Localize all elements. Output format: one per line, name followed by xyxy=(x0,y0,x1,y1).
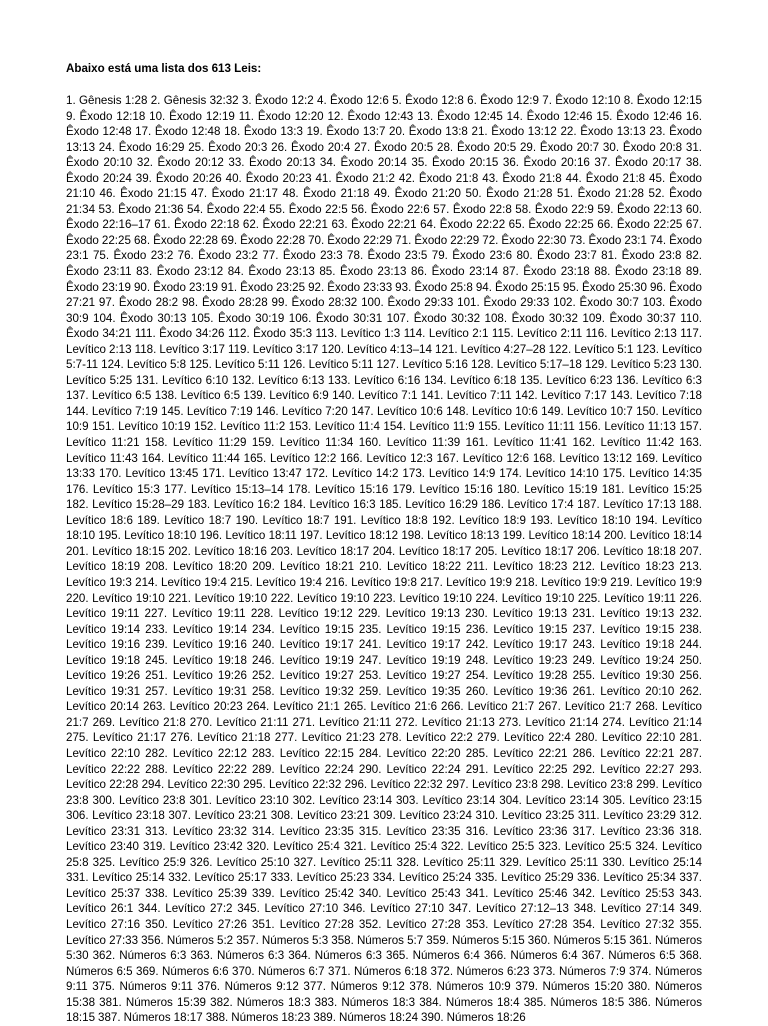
document-heading: Abaixo está uma lista dos 613 Leis: xyxy=(66,62,262,75)
laws-list-paragraph: 1. Gênesis 1:28 2. Gênesis 32:32 3. Êxodo 12:2 4. Êxodo 12:6 5. Êxodo 12:8 6. Êxodo 12:9 7. Êxodo 12:10 8. Êxodo 12:15 9. Êxodo 12:18 10. Êxodo 12:19 11. Êxodo 12:20 12. Êxodo 12:43 13. Êxodo 12:45 14. Êxodo 12:46 15. Êxodo 12:46 16. Êxodo 12:48 17. Êxodo 12:48 18. Êxodo 13:3 19. Êxodo 13:7 20. Êxodo 13:8 21. Êxodo 13:12 22. Êxodo 13:13 23. Êxodo 13:13 24. Êxodo 16:29 25. Êxodo 20:3 26. Êxodo 20:4 27. Êxodo 20:5 28. Êxodo 20:5 29. Êxodo 20:7 30. Êxodo 20:8 31. Êxodo 20:10 32. Êxodo 20:12 33. Êxodo 20:13 34. Êxodo 20:14 35. Êxodo 20:15 36. Êxodo 20:16 37. Êxodo 20:17 38. Êxodo 20:24 39. Êxodo 20:26 40. Êxodo 20:23 41. Êxodo 21:2 42. Êxodo 21:8 43. Êxodo 21:8 44. Êxodo 21:8 45. Êxodo 21:10 46. Êxodo 21:15 47. Êxodo 21:17 48. Êxodo 21:18 49. Êxodo 21:20 50. Êxodo 21:28 51. Êxodo 21:28 52. Êxodo 21:34 53. Êxodo 21:36 54. Êxodo 22:4 55. Êxodo 22:5 56. Êxodo 22:6 57. Êxodo 22:8 58. Êxodo 22:9 59. Êxodo 22:13 60. Êxodo 22:16–17 61. Êxodo 22:18 62. Êxodo 22:21 63. Êxodo 22:21 64. Êxodo 22:22 65. Êxodo 22:25 66. Êxodo 22:25 67. Êxodo 22:25 68. Êxodo 22:28 69. Êxodo 22:28 70. Êxodo 22:29 71. Êxodo 22:29 72. Êxodo 22:30 73. Êxodo 23:1 74. Êxodo 23:1 75. Êxodo 23:2 76. Êxodo 23:2 77. Êxodo 23:3 78. Êxodo 23:5 79. Êxodo 23:6 80. Êxodo 23:7 81. Êxodo 23:8 82. Êxodo 23:11 83. Êxodo 23:12 84. Êxodo 23:13 85. Êxodo 23:13 86. Êxodo 23:14 87. Êxodo 23:18 88. Êxodo 23:18 89. Êxodo 23:19 90. Êxodo 23:19 91. Êxodo 23:25 92. Êxodo 23:33 93. Êxodo 25:8 94. Êxodo 25:15 95. Êxodo 25:30 96. Êxodo 27:21 97. Êxodo 28:2 98. Êxodo 28:28 99. Êxodo 28:32 100. Êxodo 29:33 101. Êxodo 29:33 102. Êxodo 30:7 103. Êxodo 30:9 104. Êxodo 30:13 105. Êxodo 30:19 106. Êxodo 30:31 107. Êxodo 30:32 108. Êxodo 30:32 109. Êxodo 30:37 110. Êxodo 34:21 111. Êxodo 34:26 112. Êxodo 35:3 113. Levítico 1:3 114. Levítico 2:1 115. Levítico 2:11 116. Levítico 2:13 117. Levítico 2:13 118. Levítico 3:17 119. Levítico 3:17 120. Levítico 4:13–14 121. Levítico 4:27–28 122. Levítico 5:1 123. Levítico 5:7-11 124. Levítico 5:8 125. Levítico 5:11 126. Levítico 5:11 127. Levítico 5:16 128. Levítico 5:17–18 129. Levítico 5:23 130. Levítico 5:25 131. Levítico 6:10 132. Levítico 6:13 133. Levítico 6:16 134. Levítico 6:18 135. Levítico 6:23 136. Levítico 6:3 137. Levítico 6:5 138. Levítico 6:5 139. Levítico 6:9 140. Levítico 7:1 141. Levítico 7:11 142. Levítico 7:17 143. Levítico 7:18 144. Levítico 7:19 145. Levítico 7:19 146. Levítico 7:20 147. Levítico 10:6 148. Levítico 10:6 149. Levítico 10:7 150. Levítico 10:9 151. Levítico 10:19 152. Levítico 11:2 153. Levítico 11:4 154. Levítico 11:9 155. Levítico 11:11 156. Levítico 11:13 157. Levítico 11:21 158. Levítico 11:29 159. Levítico 11:34 160. Levítico 11:39 161. Levítico 11:41 162. Levítico 11:42 163. Levítico 11:43 164. Levítico 11:44 165. Levítico 12:2 166. Levítico 12:3 167. Levítico 12:6 168. Levítico 13:12 169. Levítico 13:33 170. Levítico 13:45 171. Levítico 13:47 172. Levítico 14:2 173. Levítico 14:9 174. Levítico 14:10 175. Levítico 14:35 176. Levítico 15:3 177. Levítico 15:13–14 178. Levítico 15:16 179. Levítico 15:16 180. Levítico 15:19 181. Levítico 15:25 182. Levítico 15:28–29 183. Levítico 16:2 184. Levítico 16:3 185. Levítico 16:29 186. Levítico 17:4 187. Levítico 17:13 188. Levítico 18:6 189. Levítico 18:7 190. Levítico 18:7 191. Levítico 18:8 192. Levítico 18:9 193. Levítico 18:10 194. Levítico 18:10 195. Levítico 18:10 196. Levítico 18:11 197. Levítico 18:12 198. Levítico 18:13 199. Levítico 18:14 200. Levítico 18:14 201. Levítico 18:15 202. Levítico 18:16 203. Levítico 18:17 204. Levítico 18:17 205. Levítico 18:17 206. Levítico 18:18 207. Levítico 18:19 208. Levítico 18:20 209. Levítico 18:21 210. Levítico 18:22 211. Levítico 18:23 212. Levítico 18:23 213. Levítico 19:3 214. Levítico 19:4 215. Levítico 19:4 216. Levítico 19:8 217. Levítico 19:9 218. Levítico 19:9 219. Levítico 19:9 220. Levítico 19:10 221. Levítico 19:10 222. Levítico 19:10 223. Levítico 19:10 224. Levítico 19:10 225. Levítico 19:11 226. Levítico 19:11 227. Levítico 19:11 228. Levítico 19:12 229. Levítico 19:13 230. Levítico 19:13 231. Levítico 19:13 232. Levítico 19:14 233. Levítico 19:14 234. Levítico 19:15 235. Levítico 19:15 236. Levítico 19:15 237. Levítico 19:15 238. Levítico 19:16 239. Levítico 19:16 240. Levítico 19:17 241. Levítico 19:17 242. Levítico 19:17 243. Levítico 19:18 244. Levítico 19:18 245. Levítico 19:18 246. Levítico 19:19 247. Levítico 19:19 248. Levítico 19:23 249. Levítico 19:24 250. Levítico 19:26 251. Levítico 19:26 252. Levítico 19:27 253. Levítico 19:27 254. Levítico 19:28 255. Levítico 19:30 256. Levítico 19:31 257. Levítico 19:31 258. Levítico 19:32 259. Levítico 19:35 260. Levítico 19:36 261. Levítico 20:10 262. Levítico 20:14 263. Levítico 20:23 264. Levítico 21:1 265. Levítico 21:6 266. Levítico 21:7 267. Levítico 21:7 268. Levítico 21:7 269. Levítico 21:8 270. Levítico 21:11 271. Levítico 21:11 272. Levítico 21:13 273. Levítico 21:14 274. Levítico 21:14 275. Levítico 21:17 276. Levítico 21:18 277. Levítico 21:23 278. Levítico 22:2 279. Levítico 22:4 280. Levítico 22:10 281. Levítico 22:10 282. Levítico 22:12 283. Levítico 22:15 284. Levítico 22:20 285. Levítico 22:21 286. Levítico 22:21 287. Levítico 22:22 288. Levítico 22:22 289. Levítico 22:24 290. Levítico 22:24 291. Levítico 22:25 292. Levítico 22:27 293. Levítico 22:28 294. Levítico 22:30 295. Levítico 22:32 296. Levítico 22:32 297. Levítico 23:8 298. Levítico 23:8 299. Levítico 23:8 300. Levítico 23:8 301. Levítico 23:10 302. Levítico 23:14 303. Levítico 23:14 304. Levítico 23:14 305. Levítico 23:15 306. Levítico 23:18 307. Levítico 23:21 308. Levítico 23:21 309. Levítico 23:24 310. Levítico 23:25 311. Levítico 23:29 312. Levítico 23:31 313. Levítico 23:32 314. Levítico 23:35 315. Levítico 23:35 316. Levítico 23:36 317. Levítico 23:36 318. Levítico 23:40 319. Levítico 23:42 320. Levítico 25:4 321. Levítico 25:4 322. Levítico 25:5 323. Levítico 25:5 324. Levítico 25:8 325. Levítico 25:9 326. Levítico 25:10 327. Levítico 25:11 328. Levítico 25:11 329. Levítico 25:11 330. Levítico 25:14 331. Levítico 25:14 332. Levítico 25:17 333. Levítico 25:23 334. Levítico 25:24 335. Levítico 25:29 336. Levítico 25:34 337. Levítico 25:37 338. Levítico 25:39 339. Levítico 25:42 340. Levítico 25:43 341. Levítico 25:46 342. Levítico 25:53 343. Levítico 26:1 344. Levítico 27:2 345. Levítico 27:10 346. Levítico 27:10 347. Levítico 27:12–13 348. Levítico 27:14 349. Levítico 27:16 350. Levítico 27:26 351. Levítico 27:28 352. Levítico 27:28 353. Levítico 27:28 354. Levítico 27:32 355. Levítico 27:33 356. Números 5:2 357. Números 5:3 358. Números 5:7 359. Números 5:15 360. Números 5:15 361. Números 5:30 362. Números 6:3 363. Números 6:3 364. Números 6:3 365. Números 6:4 366. Números 6:4 367. Números 6:5 368. Números 6:5 369. Números 6:6 370. Números 6:7 371. Números 6:18 372. Números 6:23 373. Números 7:9 374. Números 9:11 375. Números 9:11 376. Números 9:12 377. Números 9:12 378. Números 10:9 379. Números 15:20 380. Números 15:38 381. Números 15:39 382. Números 18:3 383. Números 18:3 384. Números 18:4 385. Números 18:5 386. Números 18:15 387. Números 18:17 388. Números 18:23 389. Números 18:24 390. Números 18:26 xyxy=(66,94,702,1025)
